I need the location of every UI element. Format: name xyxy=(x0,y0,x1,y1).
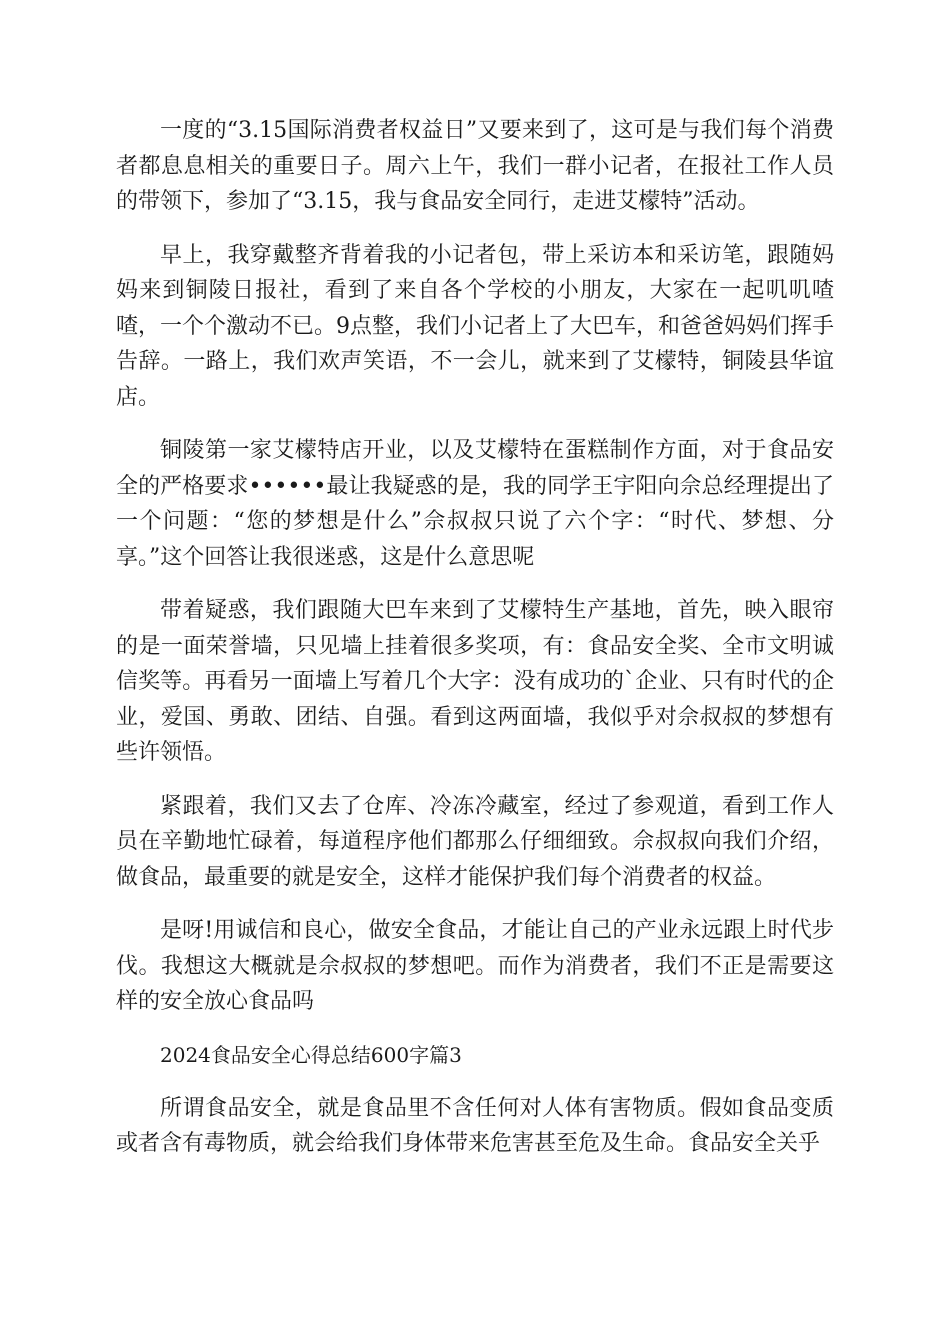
paragraph-6: 是呀!用诚信和良心，做安全食品，才能让自己的产业永远跟上时代步伐。我想这大概就是佘叔叔的梦想吧。而作为消费者，我们不正是需要这样的安全放心食品吗 xyxy=(116,918,834,1014)
paragraph-2: 早上，我穿戴整齐背着我的小记者包，带上采访本和采访笔，跟随妈妈来到铜陵日报社，看到了来自各个学校的小朋友，大家在一起叽叽喳喳，一个个激动不已。9点整，我们小记者上了大巴车，和爸爸妈妈们挥手告辞。一路上，我们欢声笑语，不一会儿，就来到了艾檬特，铜陵县华谊店。 xyxy=(116,242,834,410)
section-heading: 2024食品安全心得总结600字篇3 xyxy=(160,1042,462,1067)
paragraph-1: 一度的“3.15国际消费者权益日”又要来到了，这可是与我们每个消费者都息息相关的重要日子。周六上午，我们一群小记者，在报社工作人员的带领下，参加了“3.15，我与食品安全同行，走进艾檬特”活动。 xyxy=(116,118,834,214)
document-body xyxy=(116,113,834,1180)
paragraph-5: 紧跟着，我们又去了仓库、冷冻冷藏室，经过了参观道，看到工作人员在辛勤地忙碌着，每道程序他们都那么仔细细致。佘叔叔向我们介绍，做食品，最重要的就是安全，这样才能保护我们每个消费者的权益。 xyxy=(116,793,834,890)
paragraph-7: 所谓食品安全，就是食品里不含任何对人体有害物质。假如食品变质或者含有毒物质，就会给我们身体带来危害甚至危及生命。食品安全关乎 xyxy=(116,1095,834,1156)
paragraph-3: 铜陵第一家艾檬特店开业，以及艾檬特在蛋糕制作方面，对于食品安全的严格要求••••••最让我疑惑的是，我的同学王宇阳向佘总经理提出了一个问题：“您的梦想是什么”佘叔叔只说了六个字：“时代、梦想、分享。”这个回答让我很迷惑，这是什么意思呢 xyxy=(116,438,834,570)
paragraph-4: 带着疑惑，我们跟随大巴车来到了艾檬特生产基地，首先，映入眼帘的是一面荣誉墙，只见墙上挂着很多奖项，有：食品安全奖、全市文明诚信奖等。再看另一面墙上写着几个大字：没有成功的`企业、只有时代的企业，爱国、勇敢、团结、自强。看到这两面墙，我似乎对佘叔叔的梦想有些许领悟。 xyxy=(116,598,834,765)
